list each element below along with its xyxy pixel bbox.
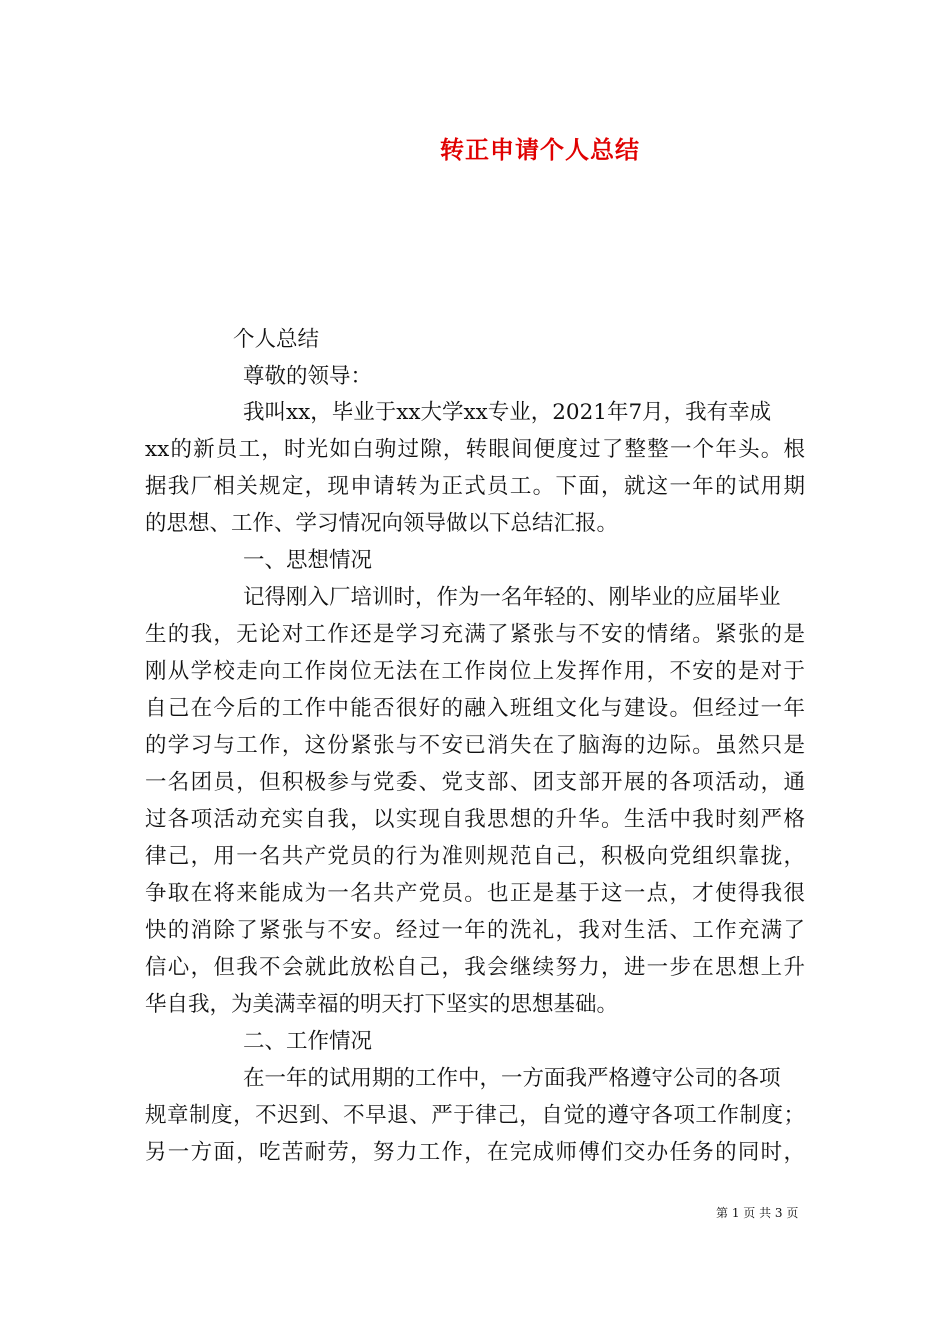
paragraph-line: 一名团员，但积极参与党委、党支部、团支部开展的各项活动，通: [145, 770, 805, 795]
paragraph-line: 快的消除了紧张与不安。经过一年的洗礼，我对生活、工作充满了: [145, 918, 805, 943]
paragraph-line: 的学习与工作，这份紧张与不安已消失在了脑海的边际。虽然只是: [145, 733, 805, 758]
paragraph-line: 争取在将来能成为一名共产党员。也正是基于这一点，才使得我很: [145, 881, 805, 906]
paragraph-line: 自己在今后的工作中能否很好的融入班组文化与建设。但经过一年: [145, 696, 805, 721]
paragraph-line: 另一方面，吃苦耐劳，努力工作，在完成师傅们交办任务的同时，: [145, 1140, 805, 1165]
paragraph-line: xx的新员工，时光如白驹过隙，转眼间便度过了整整一个年头。根: [145, 437, 805, 462]
paragraph-line: 刚从学校走向工作岗位无法在工作岗位上发挥作用，不安的是对于: [145, 659, 805, 684]
section-heading: 个人总结: [233, 327, 320, 352]
paragraph-line: 过各项活动充实自我，以实现自我思想的升华。生活中我时刻严格: [145, 807, 805, 832]
section-heading-thought: 一、思想情况: [243, 548, 373, 573]
paragraph-line: 律己，用一名共产党员的行为准则规范自己，积极向党组织靠拢，: [145, 844, 805, 869]
paragraph-line: 生的我，无论对工作还是学习充满了紧张与不安的情绪。紧张的是: [145, 622, 805, 647]
section-heading-work: 二、工作情况: [243, 1029, 373, 1054]
paragraph-line: 我叫xx，毕业于xx大学xx专业，2021年7月，我有幸成: [243, 400, 772, 425]
paragraph-line: 记得刚入厂培训时，作为一名年轻的、刚毕业的应届毕业: [243, 585, 781, 610]
salutation: 尊敬的领导：: [243, 364, 373, 389]
paragraph-line: 华自我，为美满幸福的明天打下坚实的思想基础。: [145, 992, 619, 1017]
page-footer: 第 1 页 共 3 页: [716, 1206, 799, 1220]
paragraph-line: 信心，但我不会就此放松自己，我会继续努力，进一步在思想上升: [145, 955, 805, 980]
paragraph-line: 据我厂相关规定，现申请转为正式员工。下面，就这一年的试用期: [145, 474, 805, 499]
paragraph-line: 在一年的试用期的工作中，一方面我严格遵守公司的各项: [243, 1066, 781, 1091]
document-title: 转正申请个人总结: [440, 136, 640, 164]
paragraph-line: 的思想、工作、学习情况向领导做以下总结汇报。: [145, 511, 619, 536]
paragraph-line: 规章制度，不迟到、不早退、严于律己，自觉的遵守各项工作制度；: [145, 1103, 805, 1128]
